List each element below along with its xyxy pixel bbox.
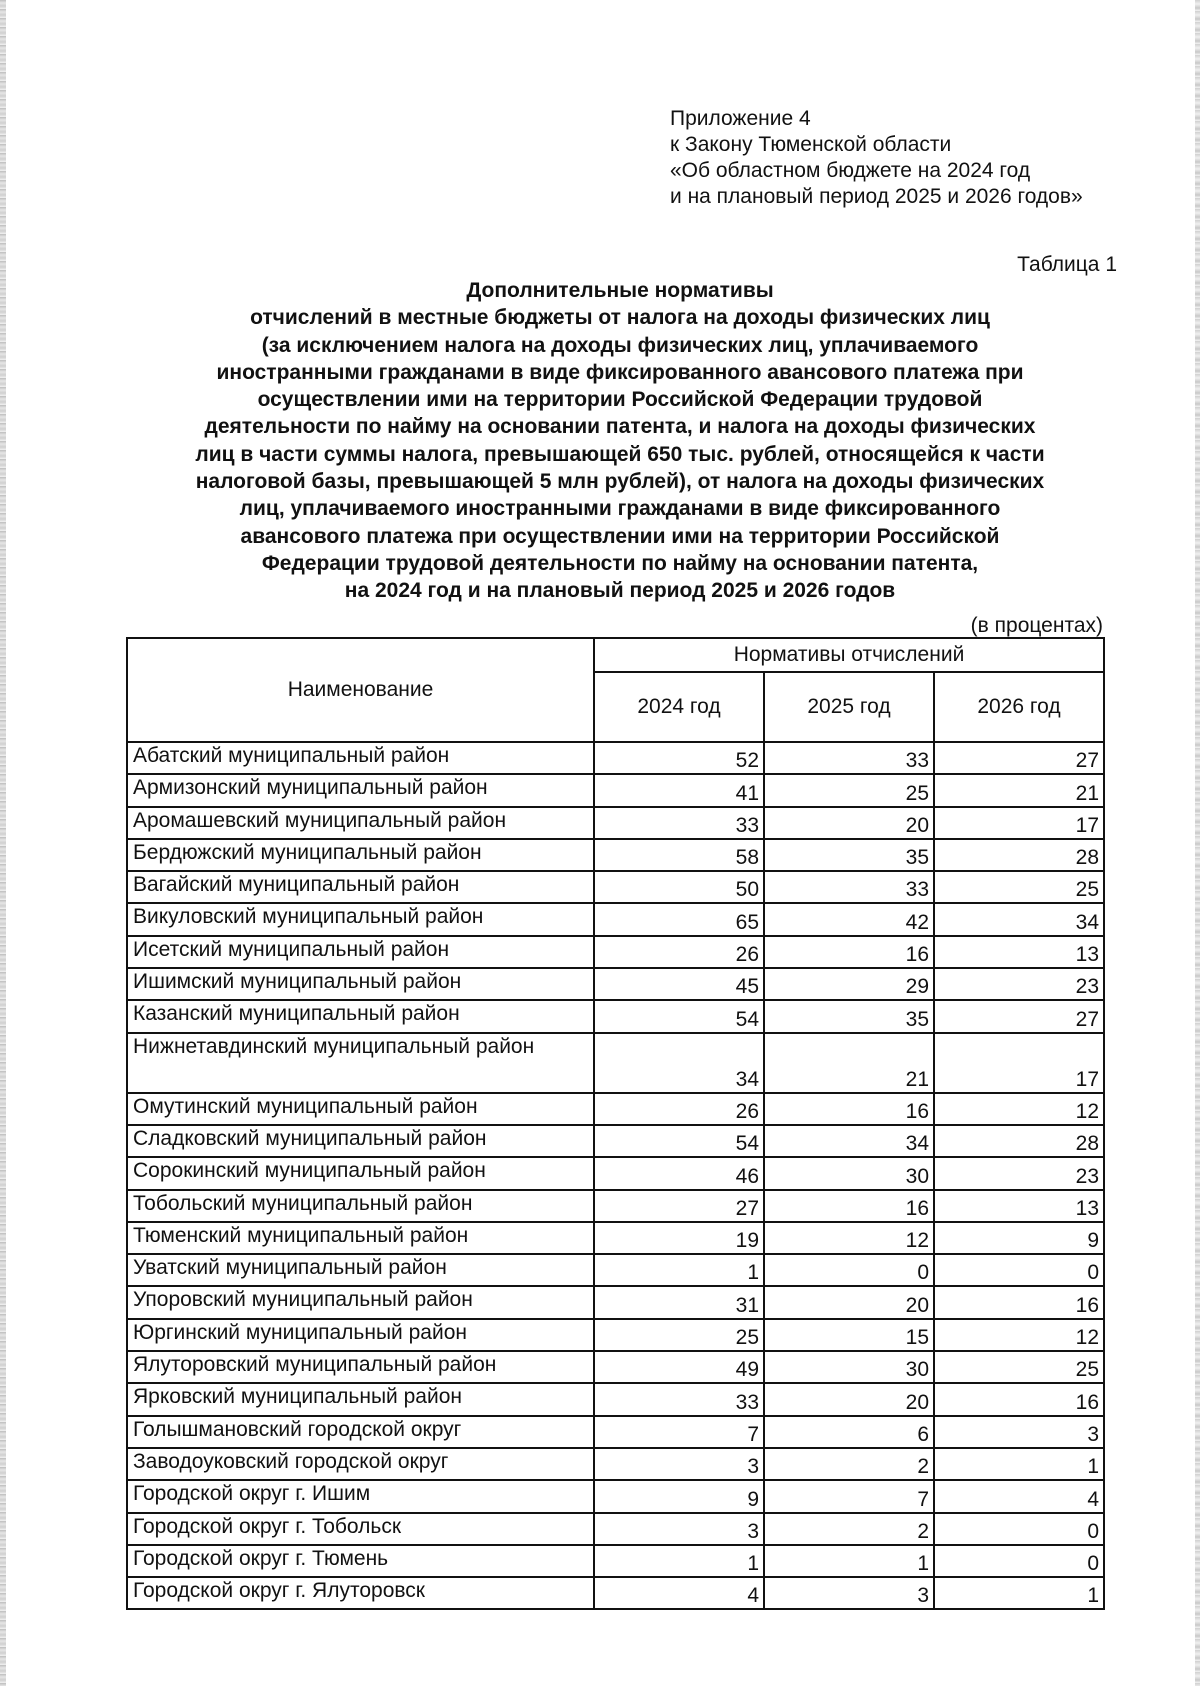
municipality-name-cell: Сорокинский муниципальный район bbox=[127, 1157, 594, 1189]
value-2026-cell: 28 bbox=[934, 839, 1104, 871]
table-row bbox=[127, 1545, 1104, 1577]
value-2025-cell: 7 bbox=[764, 1480, 934, 1512]
municipality-name-cell: Викуловский муниципальный район bbox=[127, 903, 594, 935]
title-line: Федерации трудовой деятельности по найму на основании патента, bbox=[261, 551, 979, 575]
municipality-name-cell: Омутинский муниципальный район bbox=[127, 1093, 594, 1125]
value-2025-cell: 0 bbox=[764, 1254, 934, 1286]
title-line: осуществлении ими на территории Российской Федерации трудовой bbox=[257, 388, 983, 412]
table-row bbox=[127, 1383, 1104, 1415]
table-row bbox=[127, 774, 1104, 806]
value-2025-cell: 21 bbox=[764, 1033, 934, 1093]
value-2024-cell: 33 bbox=[594, 807, 764, 839]
title-line: деятельности по найму на основании патента, и налога на доходы физических bbox=[204, 415, 1036, 439]
municipality-name-cell: Вагайский муниципальный район bbox=[127, 871, 594, 903]
municipality-name-cell: Заводоуковский городской округ bbox=[127, 1448, 594, 1480]
value-2024-cell: 9 bbox=[594, 1480, 764, 1512]
table-row bbox=[127, 1190, 1104, 1222]
municipality-name-cell: Тобольский муниципальный район bbox=[127, 1190, 594, 1222]
municipality-name-cell: Аромашевский муниципальный район bbox=[127, 807, 594, 839]
value-2026-cell: 23 bbox=[934, 1157, 1104, 1189]
appendix-line: к Закону Тюменской области bbox=[670, 133, 952, 156]
title-line: (за исключением налога на доходы физических лиц, уплачиваемого bbox=[261, 333, 979, 357]
value-2025-cell: 16 bbox=[764, 1093, 934, 1125]
value-2024-cell: 49 bbox=[594, 1351, 764, 1383]
value-2026-cell: 1 bbox=[934, 1577, 1104, 1609]
municipality-name-cell: Голышмановский городской округ bbox=[127, 1416, 594, 1448]
table-number: Таблица 1 bbox=[1017, 253, 1117, 276]
table-row bbox=[127, 1125, 1104, 1157]
value-2025-cell: 33 bbox=[764, 742, 934, 774]
value-2025-cell: 16 bbox=[764, 1190, 934, 1222]
title-line: налоговой базы, превышающей 5 млн рублей), от налога на доходы физических bbox=[195, 470, 1045, 494]
value-2026-cell: 27 bbox=[934, 742, 1104, 774]
municipality-name-cell: Упоровский муниципальный район bbox=[127, 1286, 594, 1318]
table-row bbox=[127, 871, 1104, 903]
scan-edge-left bbox=[0, 0, 6, 1686]
table-row bbox=[127, 1319, 1104, 1351]
value-2026-cell: 25 bbox=[934, 1351, 1104, 1383]
value-2025-cell: 35 bbox=[764, 839, 934, 871]
municipality-name-cell: Тюменский муниципальный район bbox=[127, 1222, 594, 1254]
value-2025-cell: 16 bbox=[764, 936, 934, 968]
value-2024-cell: 1 bbox=[594, 1545, 764, 1577]
value-2024-cell: 3 bbox=[594, 1513, 764, 1545]
value-2026-cell: 1 bbox=[934, 1448, 1104, 1480]
table-row bbox=[127, 1577, 1104, 1609]
value-2024-cell: 3 bbox=[594, 1448, 764, 1480]
value-2026-cell: 21 bbox=[934, 774, 1104, 806]
table-row bbox=[127, 1033, 1104, 1093]
value-2026-cell: 9 bbox=[934, 1222, 1104, 1254]
municipality-name-cell: Ишимский муниципальный район bbox=[127, 968, 594, 1000]
table-body bbox=[127, 742, 1104, 1609]
value-2025-cell: 34 bbox=[764, 1125, 934, 1157]
units-note: (в процентах) bbox=[970, 614, 1103, 637]
title-line: на 2024 год и на плановый период 2025 и 2026 годов bbox=[344, 579, 896, 603]
value-2026-cell: 28 bbox=[934, 1125, 1104, 1157]
municipality-name-cell: Городской округ г. Тобольск bbox=[127, 1513, 594, 1545]
title-line: отчислений в местные бюджеты от налога на доходы физических лиц bbox=[250, 306, 990, 330]
value-2024-cell: 26 bbox=[594, 1093, 764, 1125]
header-year-2025: 2025 год bbox=[764, 672, 934, 742]
table-row bbox=[127, 1351, 1104, 1383]
value-2025-cell: 12 bbox=[764, 1222, 934, 1254]
value-2024-cell: 19 bbox=[594, 1222, 764, 1254]
table-row bbox=[127, 1000, 1104, 1032]
municipality-name-cell: Юргинский муниципальный район bbox=[127, 1319, 594, 1351]
value-2026-cell: 34 bbox=[934, 903, 1104, 935]
municipality-name-cell: Уватский муниципальный район bbox=[127, 1254, 594, 1286]
value-2025-cell: 20 bbox=[764, 1286, 934, 1318]
table-row bbox=[127, 1513, 1104, 1545]
value-2025-cell: 33 bbox=[764, 871, 934, 903]
title-line: иностранными гражданами в виде фиксированного авансового платежа при bbox=[216, 360, 1024, 384]
value-2026-cell: 17 bbox=[934, 807, 1104, 839]
value-2026-cell: 17 bbox=[934, 1033, 1104, 1093]
municipality-name-cell: Сладковский муниципальный район bbox=[127, 1125, 594, 1157]
municipality-name-cell: Армизонский муниципальный район bbox=[127, 774, 594, 806]
municipality-name-cell: Казанский муниципальный район bbox=[127, 1000, 594, 1032]
value-2024-cell: 33 bbox=[594, 1383, 764, 1415]
norms-table bbox=[126, 637, 1105, 1610]
value-2026-cell: 25 bbox=[934, 871, 1104, 903]
value-2024-cell: 7 bbox=[594, 1416, 764, 1448]
municipality-name-cell: Городской округ г. Ишим bbox=[127, 1480, 594, 1512]
value-2024-cell: 52 bbox=[594, 742, 764, 774]
value-2025-cell: 20 bbox=[764, 1383, 934, 1415]
value-2025-cell: 25 bbox=[764, 774, 934, 806]
value-2026-cell: 23 bbox=[934, 968, 1104, 1000]
table-row bbox=[127, 742, 1104, 774]
title-line: Дополнительные нормативы bbox=[466, 279, 774, 302]
header-group: Нормативы отчислений bbox=[594, 638, 1104, 672]
municipality-name-cell: Городской округ г. Тюмень bbox=[127, 1545, 594, 1577]
value-2024-cell: 65 bbox=[594, 903, 764, 935]
municipality-name-cell: Ярковский муниципальный район bbox=[127, 1383, 594, 1415]
title-line: лиц в части суммы налога, превышающей 650 тыс. рублей, относящейся к части bbox=[195, 442, 1045, 466]
document-title bbox=[120, 277, 1120, 605]
scan-edge-right bbox=[1195, 0, 1200, 1686]
value-2025-cell: 6 bbox=[764, 1416, 934, 1448]
value-2026-cell: 12 bbox=[934, 1319, 1104, 1351]
appendix-note bbox=[670, 106, 1083, 210]
value-2026-cell: 3 bbox=[934, 1416, 1104, 1448]
table-row bbox=[127, 968, 1104, 1000]
value-2025-cell: 15 bbox=[764, 1319, 934, 1351]
appendix-line: и на плановый период 2025 и 2026 годов» bbox=[670, 185, 1083, 208]
value-2024-cell: 45 bbox=[594, 968, 764, 1000]
table-row bbox=[127, 839, 1104, 871]
table-row bbox=[127, 1416, 1104, 1448]
value-2026-cell: 13 bbox=[934, 1190, 1104, 1222]
value-2024-cell: 4 bbox=[594, 1577, 764, 1609]
value-2026-cell: 13 bbox=[934, 936, 1104, 968]
title-line: авансового платежа при осуществлении ими на территории Российской bbox=[240, 524, 1000, 548]
appendix-line: «Об областном бюджете на 2024 год bbox=[670, 159, 1031, 182]
value-2025-cell: 30 bbox=[764, 1351, 934, 1383]
table-row bbox=[127, 903, 1104, 935]
value-2024-cell: 54 bbox=[594, 1125, 764, 1157]
value-2026-cell: 27 bbox=[934, 1000, 1104, 1032]
municipality-name-cell: Бердюжский муниципальный район bbox=[127, 839, 594, 871]
municipality-name-cell: Абатский муниципальный район bbox=[127, 742, 594, 774]
appendix-line: Приложение 4 bbox=[670, 107, 811, 130]
municipality-name-cell: Ялуторовский муниципальный район bbox=[127, 1351, 594, 1383]
table-row bbox=[127, 1286, 1104, 1318]
value-2025-cell: 2 bbox=[764, 1448, 934, 1480]
value-2025-cell: 3 bbox=[764, 1577, 934, 1609]
value-2024-cell: 41 bbox=[594, 774, 764, 806]
value-2026-cell: 0 bbox=[934, 1254, 1104, 1286]
table-row bbox=[127, 1157, 1104, 1189]
table-row bbox=[127, 1480, 1104, 1512]
table-row bbox=[127, 1093, 1104, 1125]
value-2024-cell: 50 bbox=[594, 871, 764, 903]
table-row bbox=[127, 807, 1104, 839]
table-row bbox=[127, 1448, 1104, 1480]
value-2024-cell: 31 bbox=[594, 1286, 764, 1318]
value-2025-cell: 35 bbox=[764, 1000, 934, 1032]
value-2024-cell: 34 bbox=[594, 1033, 764, 1093]
value-2024-cell: 27 bbox=[594, 1190, 764, 1222]
municipality-name-cell: Нижнетавдинский муниципальный район bbox=[127, 1033, 594, 1093]
value-2026-cell: 4 bbox=[934, 1480, 1104, 1512]
municipality-name-cell: Исетский муниципальный район bbox=[127, 936, 594, 968]
value-2025-cell: 1 bbox=[764, 1545, 934, 1577]
value-2024-cell: 26 bbox=[594, 936, 764, 968]
value-2025-cell: 42 bbox=[764, 903, 934, 935]
value-2024-cell: 46 bbox=[594, 1157, 764, 1189]
value-2024-cell: 1 bbox=[594, 1254, 764, 1286]
value-2024-cell: 25 bbox=[594, 1319, 764, 1351]
header-name: Наименование bbox=[127, 638, 594, 742]
table-row bbox=[127, 1222, 1104, 1254]
table-header-row bbox=[127, 638, 1104, 672]
value-2026-cell: 12 bbox=[934, 1093, 1104, 1125]
value-2025-cell: 29 bbox=[764, 968, 934, 1000]
municipality-name-cell: Городской округ г. Ялуторовск bbox=[127, 1577, 594, 1609]
value-2024-cell: 58 bbox=[594, 839, 764, 871]
table-row bbox=[127, 936, 1104, 968]
header-year-2024: 2024 год bbox=[594, 672, 764, 742]
value-2026-cell: 16 bbox=[934, 1383, 1104, 1415]
value-2025-cell: 20 bbox=[764, 807, 934, 839]
value-2024-cell: 54 bbox=[594, 1000, 764, 1032]
value-2025-cell: 30 bbox=[764, 1157, 934, 1189]
value-2026-cell: 0 bbox=[934, 1545, 1104, 1577]
value-2026-cell: 16 bbox=[934, 1286, 1104, 1318]
title-line: лиц, уплачиваемого иностранными гражданами в виде фиксированного bbox=[239, 497, 1001, 521]
table-row bbox=[127, 1254, 1104, 1286]
header-year-2026: 2026 год bbox=[934, 672, 1104, 742]
value-2026-cell: 0 bbox=[934, 1513, 1104, 1545]
value-2025-cell: 2 bbox=[764, 1513, 934, 1545]
